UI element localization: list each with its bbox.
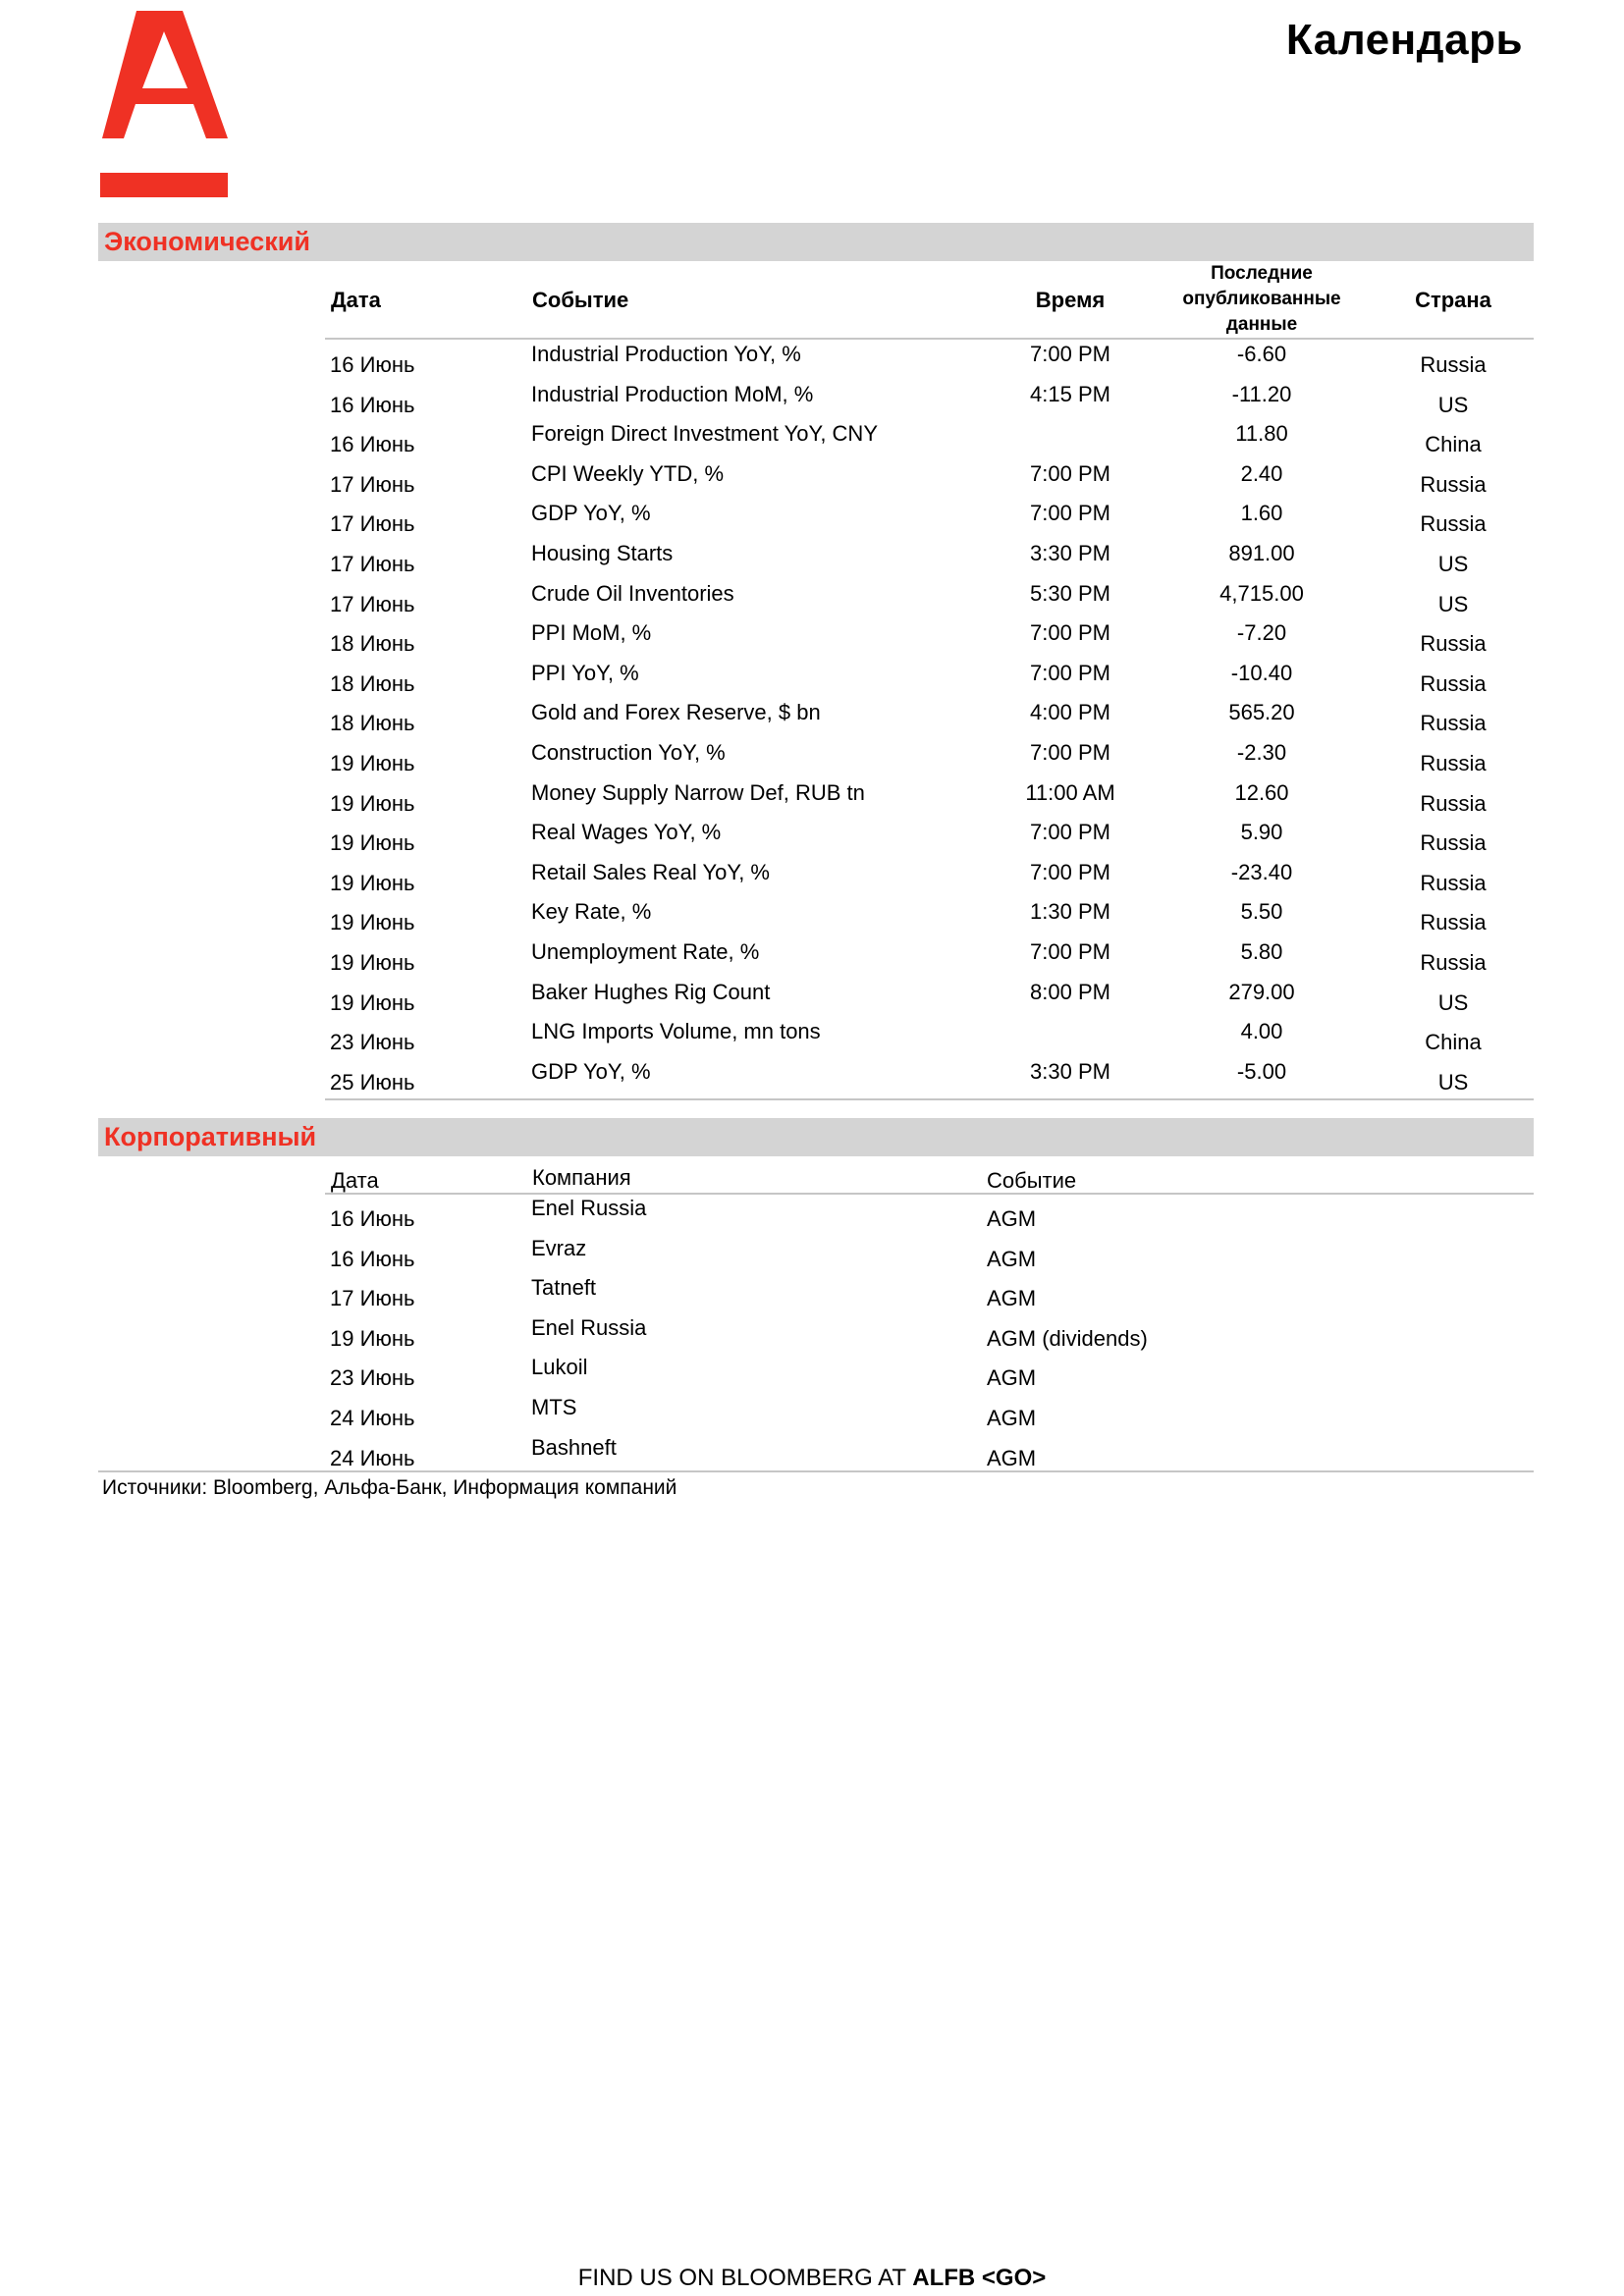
row-time: 3:30 PM: [1030, 541, 1110, 565]
table-row: [0, 1311, 1624, 1351]
table-row: [0, 1271, 1624, 1310]
row-time: 4:00 PM: [1030, 700, 1110, 725]
row-time: 7:00 PM: [1030, 620, 1110, 646]
row-time: 7:00 PM: [1030, 501, 1110, 526]
table-row: [0, 338, 1624, 377]
row-event: AGM: [987, 1406, 1037, 1430]
table-row: [0, 378, 1624, 417]
row-date: 23 Июнь: [330, 1365, 415, 1391]
row-country: Russia: [1420, 511, 1487, 537]
table-row: [0, 457, 1624, 497]
row-date: 19 Июнь: [330, 870, 415, 895]
row-event: Housing Starts: [531, 541, 674, 565]
row-event: PPI MoM, %: [531, 620, 652, 646]
table-row: [0, 577, 1624, 616]
row-country: US: [1437, 392, 1469, 417]
row-country: Russia: [1420, 711, 1487, 736]
footer: [0, 2265, 1624, 2292]
table-row: [0, 856, 1624, 895]
row-event: Unemployment Rate, %: [531, 939, 760, 964]
row-last-value: 279.00: [1228, 979, 1295, 1004]
row-last-value: -7.20: [1236, 620, 1287, 646]
corp-col-date: Дата: [331, 1168, 379, 1193]
row-date: 19 Июнь: [330, 790, 415, 816]
table-row: [0, 657, 1624, 696]
row-date: 24 Июнь: [330, 1406, 415, 1430]
row-company: MTS: [531, 1395, 577, 1419]
row-event: AGM (dividends): [987, 1325, 1148, 1351]
row-company: Enel Russia: [531, 1314, 647, 1340]
row-country: US: [1437, 591, 1469, 616]
row-date: 19 Июнь: [330, 950, 415, 975]
row-date: 17 Июнь: [330, 471, 415, 497]
row-country: China: [1425, 1030, 1482, 1055]
row-country: Russia: [1420, 950, 1487, 975]
row-time: 7:00 PM: [1030, 342, 1110, 366]
row-country: Russia: [1420, 751, 1487, 775]
table-row: [0, 696, 1624, 735]
row-time: 7:00 PM: [1030, 460, 1110, 486]
table-row: [0, 1055, 1624, 1095]
footer-ticker: ALFB <GO>: [912, 2265, 1047, 2291]
row-date: 24 Июнь: [330, 1445, 415, 1470]
row-event: AGM: [987, 1206, 1037, 1231]
row-last-value: -2.30: [1236, 740, 1287, 765]
row-event: Crude Oil Inventories: [531, 580, 734, 606]
row-event: Retail Sales Real YoY, %: [531, 859, 770, 884]
row-time: 7:00 PM: [1030, 820, 1110, 845]
table-row: [0, 1232, 1624, 1271]
row-country: Russia: [1420, 352, 1487, 377]
row-event: GDP YoY, %: [531, 501, 651, 526]
row-date: 16 Июнь: [330, 432, 415, 457]
econ-col-country: Страна: [1415, 288, 1491, 312]
corporate-section-title: Корпоративный: [98, 1118, 1534, 1156]
row-country: Russia: [1420, 910, 1487, 935]
row-country: Russia: [1420, 870, 1487, 895]
row-last-value: 11.80: [1235, 421, 1288, 447]
row-event: Baker Hughes Rig Count: [531, 979, 771, 1004]
econ-col-last-line3: данные: [1225, 314, 1298, 335]
table-row: [0, 736, 1624, 775]
econ-col-last: [1159, 261, 1365, 338]
row-company: Tatneft: [531, 1275, 597, 1301]
row-date: 19 Июнь: [330, 751, 415, 775]
row-company: Enel Russia: [531, 1196, 647, 1220]
row-last-value: -10.40: [1230, 660, 1293, 685]
row-event: Real Wages YoY, %: [531, 820, 722, 845]
econ-col-time: Время: [1035, 288, 1106, 312]
row-time: 7:00 PM: [1030, 939, 1110, 964]
row-country: Russia: [1420, 670, 1487, 696]
row-last-value: 5.80: [1240, 939, 1283, 964]
row-date: 16 Июнь: [330, 1206, 415, 1231]
row-last-value: 5.90: [1240, 820, 1283, 845]
table-row: [0, 1431, 1624, 1470]
econ-bottom-divider: [325, 1098, 1534, 1100]
row-time: 7:00 PM: [1030, 660, 1110, 685]
row-last-value: 5.50: [1240, 899, 1283, 925]
row-last-value: 4,715.00: [1219, 580, 1304, 606]
econ-col-last-line2: опубликованные: [1182, 289, 1341, 309]
row-time: 7:00 PM: [1030, 740, 1110, 765]
row-country: Russia: [1420, 790, 1487, 816]
row-date: 17 Июнь: [330, 552, 415, 576]
row-last-value: 565.20: [1228, 700, 1295, 725]
row-date: 19 Июнь: [330, 910, 415, 935]
row-event: CPI Weekly YTD, %: [531, 460, 725, 486]
page-title: Календарь: [1285, 16, 1523, 64]
row-date: 18 Июнь: [330, 670, 415, 696]
row-event: LNG Imports Volume, mn tons: [531, 1019, 821, 1044]
row-last-value: -5.00: [1236, 1058, 1287, 1084]
table-row: [0, 1391, 1624, 1430]
econ-col-last-line1: Последние: [1211, 263, 1313, 284]
row-last-value: 4.00: [1240, 1019, 1283, 1044]
row-event: GDP YoY, %: [531, 1058, 651, 1084]
row-date: 25 Июнь: [330, 1069, 415, 1095]
table-row: [0, 1192, 1624, 1231]
economic-section-title: Экономический: [98, 223, 1534, 261]
table-row: [0, 895, 1624, 934]
row-event: AGM: [987, 1246, 1037, 1271]
row-time: 8:00 PM: [1030, 979, 1110, 1004]
row-time: 5:30 PM: [1030, 580, 1110, 606]
row-date: 23 Июнь: [330, 1030, 415, 1055]
row-country: US: [1437, 552, 1469, 576]
row-event: Key Rate, %: [531, 899, 652, 925]
row-event: PPI YoY, %: [531, 660, 639, 685]
econ-col-date: Дата: [331, 288, 381, 312]
row-time: 7:00 PM: [1030, 859, 1110, 884]
row-event: AGM: [987, 1445, 1037, 1470]
table-row: [0, 417, 1624, 456]
row-time: 3:30 PM: [1030, 1058, 1110, 1084]
row-event: AGM: [987, 1365, 1037, 1391]
row-event: Foreign Direct Investment YoY, CNY: [531, 421, 878, 447]
row-country: Russia: [1420, 471, 1487, 497]
row-date: 19 Июнь: [330, 1325, 415, 1351]
row-event: AGM: [987, 1286, 1037, 1311]
row-last-value: 891.00: [1228, 541, 1295, 565]
row-time: 11:00 AM: [1025, 779, 1115, 805]
row-date: 17 Июнь: [330, 511, 415, 537]
row-last-value: 12.60: [1234, 779, 1289, 805]
row-country: US: [1437, 989, 1469, 1015]
row-event: Industrial Production MoM, %: [531, 381, 814, 406]
row-last-value: -6.60: [1236, 342, 1287, 366]
row-time: 4:15 PM: [1030, 381, 1110, 406]
corp-bottom-divider: [98, 1470, 1534, 1472]
row-country: China: [1425, 432, 1482, 457]
source-note: Источники: Bloomberg, Альфа-Банк, Информация компаний: [102, 1476, 677, 1499]
alfa-bank-logo: [98, 8, 231, 199]
row-date: 19 Июнь: [330, 989, 415, 1015]
row-event: Money Supply Narrow Def, RUB tn: [531, 779, 865, 805]
econ-col-event: Событие: [532, 288, 629, 312]
row-date: 17 Июнь: [330, 1286, 415, 1311]
row-last-value: -11.20: [1231, 381, 1292, 406]
table-row: [0, 1015, 1624, 1054]
table-row: [0, 537, 1624, 576]
corp-col-company: Компания: [532, 1165, 631, 1190]
row-event: Construction YoY, %: [531, 740, 726, 765]
row-last-value: 2.40: [1240, 460, 1283, 486]
table-row: [0, 616, 1624, 656]
row-date: 16 Июнь: [330, 1246, 415, 1271]
row-last-value: 1.60: [1240, 501, 1283, 526]
row-date: 18 Июнь: [330, 631, 415, 657]
table-row: [0, 816, 1624, 855]
row-company: Bashneft: [531, 1434, 617, 1460]
row-date: 16 Июнь: [330, 392, 415, 417]
row-country: Russia: [1420, 830, 1487, 856]
row-date: 16 Июнь: [330, 352, 415, 377]
row-date: 17 Июнь: [330, 591, 415, 616]
row-date: 19 Июнь: [330, 830, 415, 856]
table-row: [0, 976, 1624, 1015]
row-last-value: -23.40: [1230, 859, 1293, 884]
footer-text: FIND US ON BLOOMBERG AT: [577, 2265, 913, 2291]
row-company: Lukoil: [531, 1355, 588, 1380]
row-company: Evraz: [531, 1235, 587, 1260]
row-date: 18 Июнь: [330, 711, 415, 736]
table-row: [0, 935, 1624, 975]
table-row: [0, 497, 1624, 536]
table-row: [0, 776, 1624, 816]
row-time: 1:30 PM: [1030, 899, 1110, 925]
corp-col-event: Событие: [987, 1168, 1077, 1193]
row-country: US: [1437, 1069, 1469, 1095]
row-event: Industrial Production YoY, %: [531, 342, 801, 366]
row-event: Gold and Forex Reserve, $ bn: [531, 700, 821, 725]
table-row: [0, 1351, 1624, 1390]
row-country: Russia: [1420, 631, 1487, 657]
